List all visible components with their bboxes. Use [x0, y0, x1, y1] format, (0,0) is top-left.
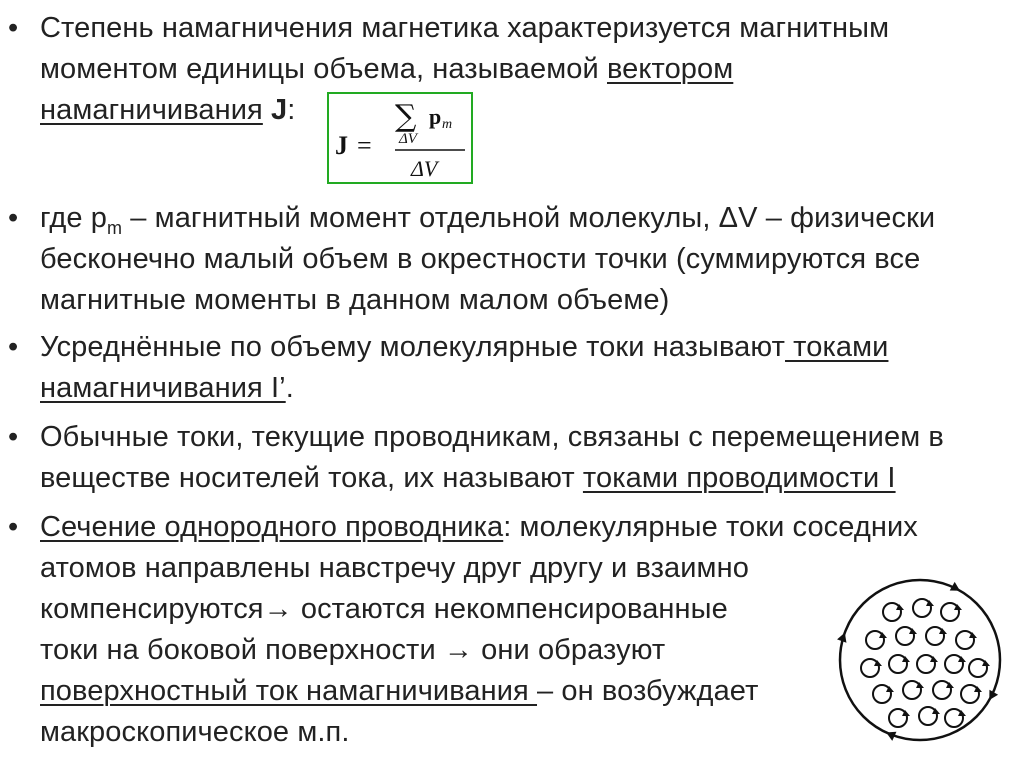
line-text: : — [287, 94, 296, 126]
bullet-marker: • — [8, 12, 19, 44]
line-text: моментом единицы объема, называемой — [40, 53, 607, 85]
line-text: Обычные токи, текущие проводникам, связаны с перемещением в — [40, 421, 944, 453]
text-line — [40, 630, 918, 671]
line-text: токи на боковой поверхности → они образуют — [40, 634, 666, 666]
line-text: Усреднённые по объему молекулярные токи называют — [40, 331, 786, 363]
line-text: Степень намагничения магнетика характеризуется магнитным — [40, 12, 890, 44]
line-text: – магнитный момент отдельной молекулы, ΔV – физически — [122, 202, 936, 234]
text-line — [40, 280, 935, 321]
text-line — [40, 49, 889, 90]
line-text: магнитные моменты в данном малом объеме) — [40, 284, 670, 316]
underlined-term: токами проводимости I — [582, 462, 896, 494]
underlined-term: поверхностный ток намагничивания — [40, 675, 538, 707]
line-text — [263, 94, 271, 126]
text-line — [40, 368, 888, 409]
paragraph-4 — [40, 417, 944, 499]
bullet-marker: • — [8, 202, 19, 234]
underlined-term: намагничивания — [40, 94, 263, 126]
formula-sum-sign: ∑ — [395, 99, 417, 134]
bold-symbol: J — [271, 94, 288, 126]
text-line — [40, 8, 889, 49]
bullet-marker: • — [8, 511, 19, 543]
underlined-term: намагничивания I’ — [40, 372, 286, 404]
formula-denominator: ΔV — [411, 156, 438, 181]
line-text: бесконечно малый объем в окрестности точки (суммируются все — [40, 243, 921, 275]
text-line — [40, 198, 935, 239]
line-text: . — [285, 372, 294, 404]
formula-pm: p — [429, 104, 442, 129]
bullet-marker: • — [8, 331, 19, 363]
line-text: где p — [40, 202, 108, 234]
formula-pm-sub: m — [442, 117, 453, 132]
text-line — [40, 671, 918, 712]
bullet-marker: • — [8, 421, 19, 453]
text-line — [40, 327, 888, 368]
text-line — [40, 712, 918, 753]
paragraph-2 — [40, 198, 935, 321]
formula-svg — [329, 94, 471, 182]
line-text: компенсируются→ остаются некомпенсированные — [40, 593, 728, 625]
formula-lhs: J — [335, 131, 348, 160]
underlined-term: вектором — [607, 53, 734, 85]
underlined-term: токами — [785, 331, 889, 363]
line-text: макроскопическое м.п. — [40, 716, 350, 748]
conductor-cross-section-diagram — [830, 570, 1010, 750]
paragraph-3 — [40, 327, 888, 409]
formula-equals: = — [357, 131, 372, 160]
underlined-term: Сечение однородного проводника — [40, 511, 504, 543]
line-text: веществе носителей тока, их называют — [40, 462, 583, 494]
text-line — [40, 589, 918, 630]
text-line — [40, 507, 918, 548]
text-line — [40, 458, 944, 499]
line-text: : молекулярные токи соседних — [503, 511, 918, 543]
subscript: m — [107, 217, 123, 238]
line-text: атомов направлены навстречу друг другу и взаимно — [40, 552, 749, 584]
formula-sum-under: ΔV — [399, 131, 417, 147]
line-text: – он возбуждает — [537, 675, 759, 707]
diagram-svg — [830, 570, 1010, 750]
text-line — [40, 548, 918, 589]
magnetization-formula — [327, 92, 473, 184]
text-line — [40, 239, 935, 280]
text-line — [40, 417, 944, 458]
paragraph-5 — [40, 507, 918, 753]
